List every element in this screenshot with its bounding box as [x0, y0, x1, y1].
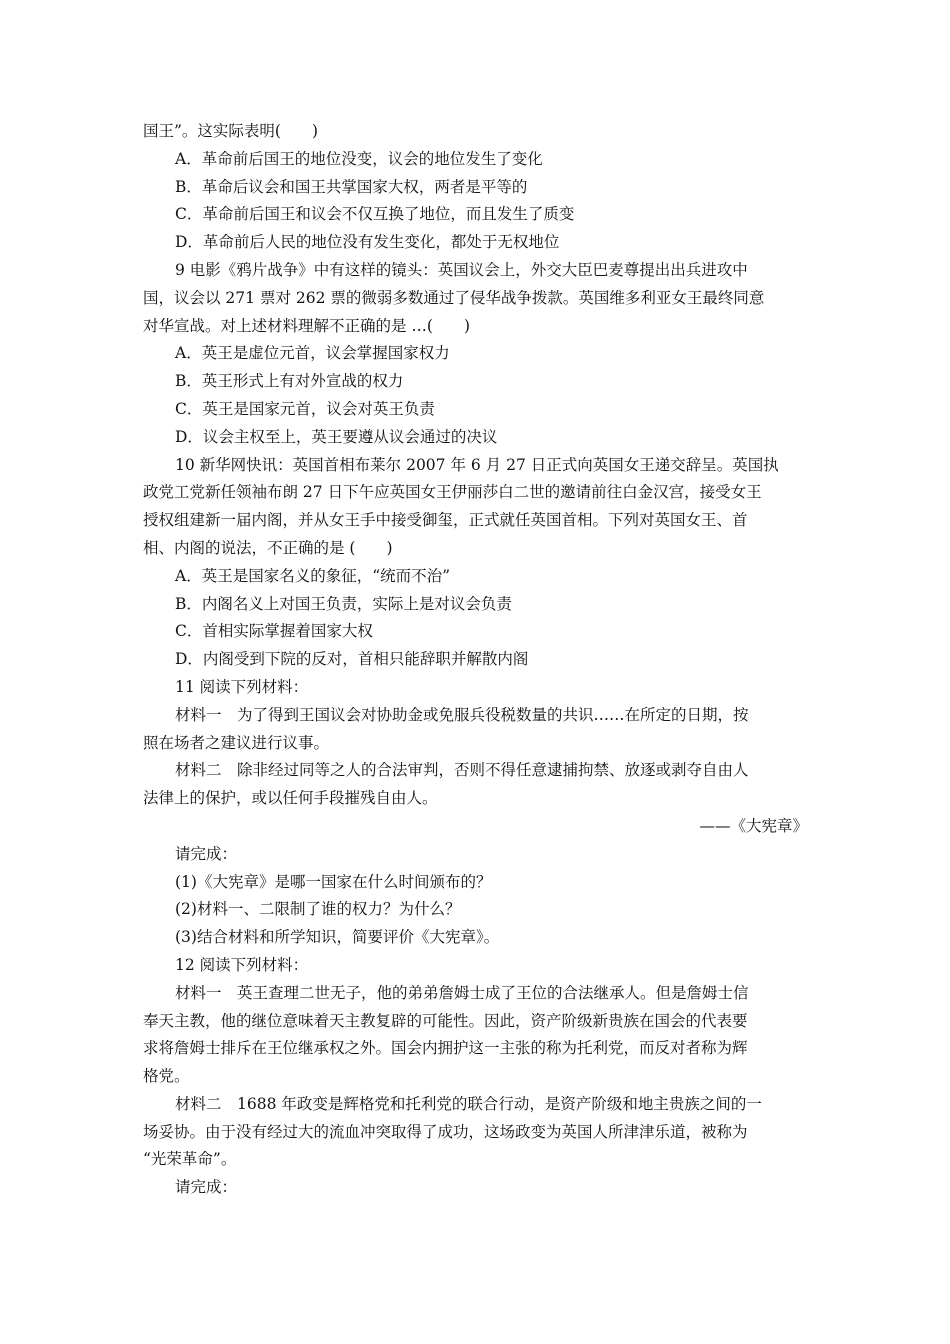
- question-stem-line: 9 电影《鸦片战争》中有这样的镜头：英国议会上，外交大臣巴麦尊提出出兵进攻中: [175, 260, 748, 279]
- option-a: A．英王是虚位元首，议会掌握国家权力: [175, 344, 450, 363]
- option-d: D．内阁受到下院的反对，首相只能辞职并解散内阁: [175, 650, 529, 669]
- material-line: 材料一 英王查理二世无子，他的弟弟詹姆士成了王位的合法继承人。但是詹姆士信: [175, 983, 749, 1002]
- material-line: “光荣革命”。: [143, 1150, 237, 1169]
- question-11: [143, 674, 808, 952]
- option-c: C．首相实际掌握着国家大权: [175, 622, 373, 641]
- material-source: ——《大宪章》: [699, 816, 808, 835]
- task-prompt: 请完成：: [175, 844, 238, 863]
- question-12: [143, 952, 808, 1202]
- document-body: [143, 118, 808, 1202]
- material-line: 奉天主教，他的继位意味着天主教复辟的可能性。因此，资产阶级新贵族在国会的代表要: [143, 1011, 748, 1030]
- question-9: [143, 257, 808, 452]
- material-line: 材料二 1688 年政变是辉格党和托利党的联合行动，是资产阶级和地主贵族之间的一: [175, 1094, 762, 1113]
- task-prompt: 请完成：: [175, 1178, 238, 1197]
- option-b: B．内阁名义上对国王负责，实际上是对议会负责: [175, 594, 512, 613]
- question-8: [143, 118, 808, 257]
- sub-question: (1)《大宪章》是哪一国家在什么时间颁布的？: [175, 872, 492, 891]
- question-stem-line: 10 新华网快讯：英国首相布莱尔 2007 年 6 月 27 日正式向英国女王递交辞呈。英国执: [175, 455, 779, 474]
- option-d: D．革命前后人民的地位没有发生变化，都处于无权地位: [175, 233, 560, 252]
- option-b: B．英王形式上有对外宣战的权力: [175, 372, 404, 391]
- material-line: 场妥协。由于没有经过大的流血冲突取得了成功，这场政变为英国人所津津乐道，被称为: [143, 1122, 748, 1141]
- material-line: 法律上的保护，或以任何手段摧残自由人。: [143, 789, 438, 808]
- option-c: C．革命前后国王和议会不仅互换了地位，而且发生了质变: [175, 205, 575, 224]
- question-stem-line: 国，议会以 271 票对 262 票的微弱多数通过了侵华战争拨款。英国维多利亚女王最终同意: [143, 288, 765, 307]
- sub-question: (3)结合材料和所学知识，简要评价《大宪章》。: [175, 928, 500, 947]
- question-stem-line: 对华宣战。对上述材料理解不正确的是 …( ): [143, 316, 471, 335]
- material-line: 材料二 除非经过同等之人的合法审判，否则不得任意逮捕拘禁、放逐或剥夺自由人: [175, 761, 749, 780]
- option-c: C．英王是国家元首，议会对英王负责: [175, 399, 435, 418]
- material-line: 求将詹姆士排斥在王位继承权之外。国会内拥护这一主张的称为托利党，而反对者称为辉: [143, 1039, 748, 1058]
- question-intro: 12 阅读下列材料：: [175, 955, 309, 974]
- material-line: 格党。: [143, 1067, 190, 1086]
- question-10: [143, 452, 808, 674]
- material-line: 照在场者之建议进行议事。: [143, 733, 330, 752]
- option-a: A．革命前后国王的地位没变，议会的地位发生了变化: [175, 149, 543, 168]
- question-stem-line: 相、内阁的说法，不正确的是 ( ): [143, 538, 393, 557]
- question-stem-line: 授权组建新一届内阁，并从女王手中接受御玺，正式就任英国首相。下列对英国女王、首: [143, 511, 748, 530]
- question-stem-line: 国王”。这实际表明( ): [143, 122, 319, 140]
- option-d: D．议会主权至上，英王要遵从议会通过的决议: [175, 427, 498, 446]
- option-a: A．英王是国家名义的象征，“统而不治”: [175, 566, 451, 585]
- sub-question: (2)材料一、二限制了谁的权力？为什么？: [175, 900, 461, 919]
- option-b: B．革命后议会和国王共掌国家大权，两者是平等的: [175, 177, 528, 196]
- material-line: 材料一 为了得到王国议会对协助金或免服兵役税数量的共识……在所定的日期，按: [175, 705, 749, 724]
- question-stem-line: 政党工党新任领袖布朗 27 日下午应英国女王伊丽莎白二世的邀请前往白金汉宫，接受女王: [143, 483, 762, 502]
- question-intro: 11 阅读下列材料：: [175, 677, 309, 696]
